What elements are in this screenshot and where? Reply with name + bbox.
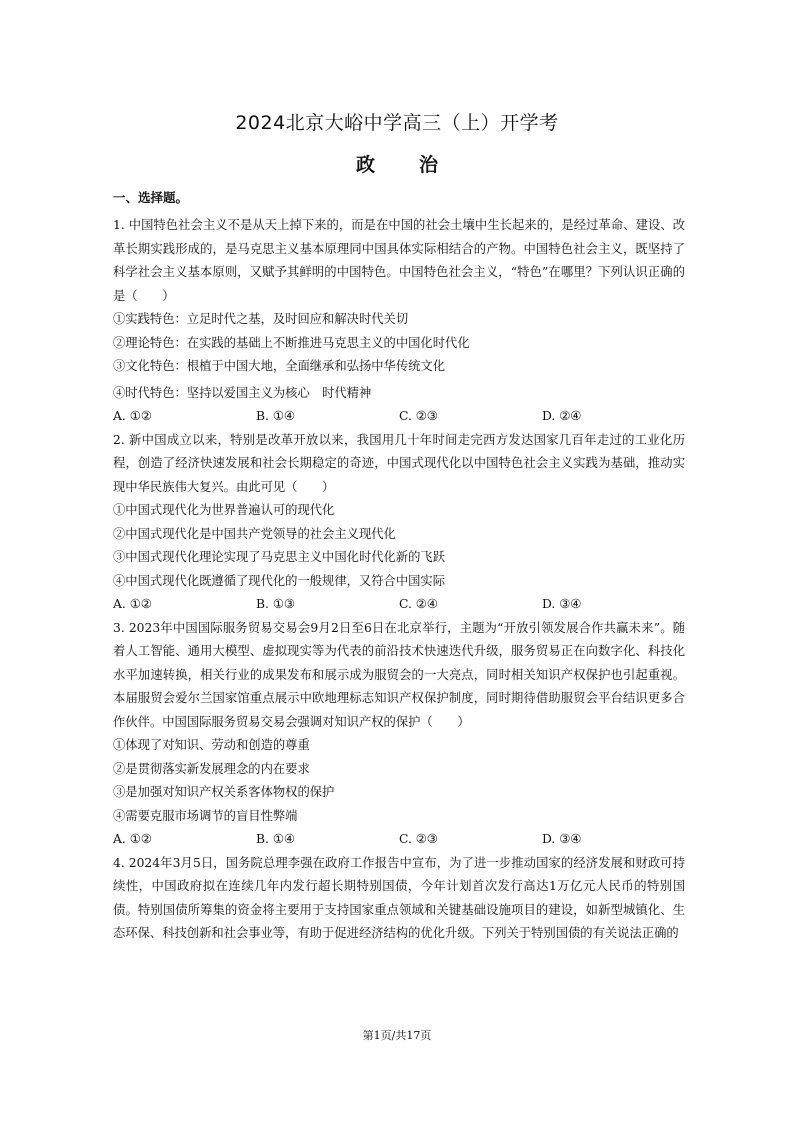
choice-a: A. ①②: [113, 409, 152, 423]
question-stem: 3. 2023年中国国际服务贸易交易会9月2日至6日在北京举行，主题为“开放引领发展合作共赢未来”。随着人工智能、通用大模型、虚拟现实等为代表的前沿技术快速迭代升级，服务贸易正在向数字化、科技化水平加速转换，相关行业的成果发布和展示成为服贸会的一大亮点，同时相关知识产权保护也引起重视。本届服贸会爱尔兰国家馆重点展示中欧地理标志知识产权保护制度，同时期待借助服贸会平台结识更多合作伙伴。中国国际服务贸易交易会强调对知识产权的保护（ ）: [113, 620, 685, 729]
subject-char-left: 政: [355, 154, 375, 176]
exam-title: 2024北京大峪中学高三（上）开学考: [235, 112, 559, 134]
choice-c: C. ②③: [399, 832, 438, 846]
statement-item: ④中国式现代化既遵循了现代化的一般规律，又符合中国实际: [113, 573, 446, 588]
choice-b: B. ①③: [256, 597, 295, 611]
choice-c: C. ②④: [399, 597, 438, 611]
statement-item: ③是加强对知识产权关系客体物权的保护: [113, 785, 335, 799]
choice-a: A. ①②: [113, 597, 152, 611]
answer-choices: [113, 405, 685, 429]
statement-item: ②中国式现代化是中国共产党领导的社会主义现代化: [113, 526, 396, 541]
statement-item: ①体现了对知识、劳动和创造的尊重: [113, 738, 310, 752]
subject-heading: [0, 150, 794, 177]
choice-b: B. ①④: [256, 409, 295, 423]
question-4: [113, 852, 685, 946]
subject-char-right: 治: [419, 154, 439, 176]
statement-item: ②理论特色：在实践的基础上不断推进马克思主义的中国化时代化: [113, 335, 470, 350]
question-stem: 2. 新中国成立以来，特别是改革开放以来，我国用几十年时间走完西方发达国家几百年走过的工业化历程，创造了经济快速发展和社会长期稳定的奇迹，中国式现代化以中国特色社会主义实践为基础，推动实现中华民族伟大复兴。由此可见（ ）: [113, 432, 685, 494]
statement-item: ③中国式现代化理论实现了马克思主义中国化时代化新的飞跃: [113, 550, 446, 564]
choice-d: D. ②④: [542, 409, 582, 423]
question-stem: 4. 2024年3月5日，国务院总理李强在政府工作报告中宣布，为了进一步推动国家的经济发展和财政可持续性，中国政府拟在连续几年内发行超长期特别国债，今年计划首次发行高达1万亿元人民币的特别国债。特别国债所筹集的资金将主要用于支持国家重点领域和关键基础设施项目的建设，如新型城镇化、生态环保、科技创新和社会事业等，有助于促进经济结构的优化升级。下列关于特别国债的有关说法正确的: [113, 855, 685, 940]
question-stem: 1. 中国特色社会主义不是从天上掉下来的，而是在中国的社会土壤中生长起来的，是经过革命、建设、改革长期实践形成的，是马克思主义基本原理同中国具体实际相结合的产物。中国特色社会主义，既坚持了科学社会主义基本原则，又赋予其鲜明的中国特色。中国特色社会主义，“特色”在哪里？下列认识正确的是（ ）: [113, 218, 685, 303]
statement-item: ④需要克服市场调节的盲目性弊端: [113, 808, 298, 823]
choice-c: C. ②③: [399, 409, 438, 423]
statement-item: ③文化特色：根植于中国大地，全面继承和弘扬中华传统文化: [113, 359, 446, 373]
question-3: [113, 617, 685, 852]
choice-a: A. ①②: [113, 832, 152, 846]
choice-d: D. ③④: [542, 832, 582, 846]
statement-item: ①实践特色：立足时代之基，及时回应和解决时代关切: [113, 312, 409, 326]
answer-choices: [113, 828, 685, 852]
section-heading: 一、选择题。: [113, 190, 189, 205]
page-number: 第1页/共17页: [362, 1029, 432, 1042]
statement-item: ①中国式现代化为世界普遍认可的现代化: [113, 503, 335, 517]
question-1: [113, 214, 685, 429]
choice-b: B. ①④: [256, 832, 295, 846]
answer-choices: [113, 593, 685, 617]
question-2: [113, 429, 685, 617]
statement-item: ④时代特色：坚持以爱国主义为核心 时代精神: [113, 385, 372, 400]
question-list: [113, 214, 685, 946]
statement-item: ②是贯彻落实新发展理念的内在要求: [113, 761, 310, 776]
choice-d: D. ③④: [542, 597, 582, 611]
